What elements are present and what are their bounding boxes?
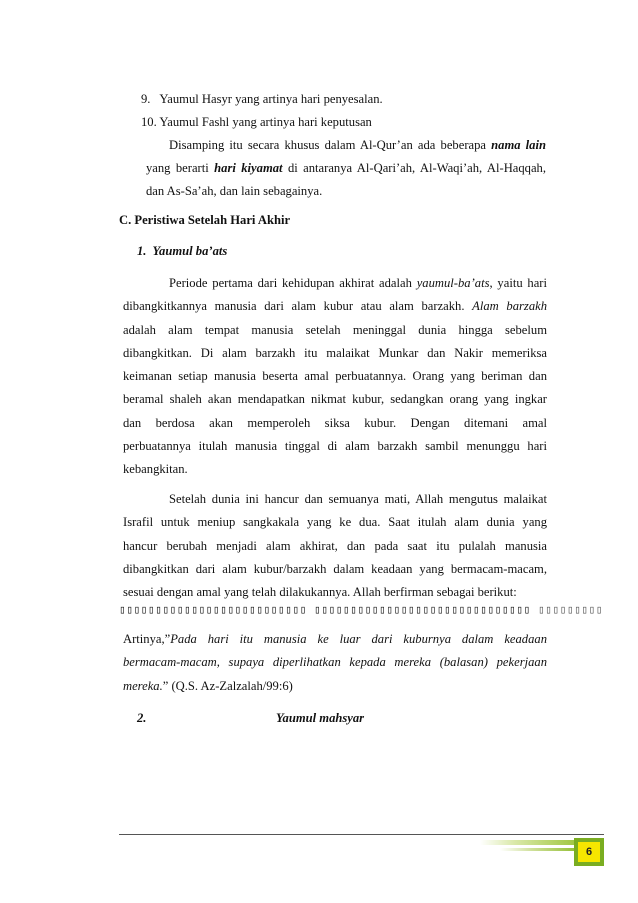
italic-term: mereka. xyxy=(123,678,163,693)
verse-translation xyxy=(123,631,547,701)
italic-term: Alam barzakh xyxy=(472,299,548,314)
subheading-2-number: 2. xyxy=(137,711,147,725)
intro-bold-term: nama lain xyxy=(491,138,546,152)
text-run: , yaitu hari xyxy=(489,276,547,290)
paragraph-line: beramal shaleh akan mendapatkan nikmat kubur, sedangkan orang yang ingkar xyxy=(123,392,547,407)
paragraph-line: dan berdosa akan memperoleh siksa kubur. Dengan ditemani amal xyxy=(123,415,547,430)
paragraph-line: sesuai dengan amal yang telah dilakukannya. Allah berfirman sebagai berikut: xyxy=(123,585,517,600)
section-heading: C. Peristiwa Setelah Hari Akhir xyxy=(119,213,291,227)
paragraph-line: hancur berubah menjadi alam akhirat, dan pada saat itu pulalah manusia xyxy=(123,538,547,553)
intro-text: yang berarti xyxy=(146,161,215,175)
intro-bold-term: hari kiyamat xyxy=(214,161,283,175)
intro-line-1 xyxy=(169,137,546,153)
paragraph-line: perbuatannya itulah manusia tinggal di alam barzakh sambil menunggu hari xyxy=(123,439,547,454)
intro-line-3: dan As-Sa’ah, dan lain sebagainya. xyxy=(146,184,323,198)
paragraph-line: adalah alam tempat manusia setelah meninggal dunia hingga sebelum xyxy=(123,322,547,337)
paragraph-line: dibangkitkan. Di alam barzakh itu malaikat Munkar dan Nakir memeriksa xyxy=(123,345,547,360)
paragraph-line: dibangkitkan dari alam kubur/barzakh dalam keadaan yang bermacam-macam, xyxy=(123,561,547,576)
list-item-9: 9. Yaumul Hasyr yang artinya hari penyesalan. xyxy=(141,92,383,106)
paragraph-line xyxy=(123,678,547,701)
text-run: Periode pertama dari kehidupan akhirat adalah xyxy=(169,276,417,290)
arabic-segment: ▯▯▯▯▯▯▯▯▯ xyxy=(537,603,603,616)
paragraph-line xyxy=(123,631,547,654)
citation: ” (Q.S. Az-Zalzalah/99:6) xyxy=(162,678,293,693)
arabic-verse xyxy=(119,603,603,616)
paragraph-line xyxy=(123,298,547,321)
page-number: 6 xyxy=(578,842,600,862)
text-run: dibangkitkannya manusia dari alam kubur atau alam barzakh. xyxy=(123,299,473,314)
italic-term: bermacam-macam, supaya diperlihatkan kepada mereka (balasan) pekerjaan xyxy=(123,655,547,670)
paragraph-line: kebangkitan. xyxy=(123,462,188,477)
paragraph-line: Israfil untuk meniup sangkakala yang ke dua. Saat itulah alam dunia yang xyxy=(123,515,547,530)
arabic-segment: ▯▯▯▯▯▯▯▯▯▯▯▯▯▯▯▯▯▯▯▯▯▯▯▯▯▯▯▯▯▯ xyxy=(314,603,531,616)
paragraph-line xyxy=(123,275,547,298)
arabic-segment: ▯▯▯▯▯▯▯▯▯▯▯▯▯▯▯▯▯▯▯▯▯▯▯▯▯▯ xyxy=(119,603,307,616)
intro-text: di antaranya Al-Qari’ah, Al-Waqi’ah, Al-Haqqah, xyxy=(282,161,547,175)
footer-accent-bar xyxy=(500,848,580,851)
footer-accent-bar xyxy=(480,840,580,845)
subheading-2-title: Yaumul mahsyar xyxy=(276,711,365,725)
subheading-1: 1. Yaumul ba’ats xyxy=(137,244,228,258)
text-run: Artinya,” xyxy=(123,632,171,646)
italic-term: yaumul-ba’ats xyxy=(416,276,490,290)
paragraph-israfil xyxy=(123,491,547,607)
list-item-10: 10. Yaumul Fashl yang artinya hari keputusan xyxy=(141,115,372,129)
paragraph-line xyxy=(123,654,547,677)
intro-line-2 xyxy=(146,160,546,176)
paragraph-line: Setelah dunia ini hancur dan semuanya mati, Allah mengutus malaikat xyxy=(169,492,547,506)
italic-term: Pada hari itu manusia ke luar dari kuburnya dalam keadaan xyxy=(170,632,547,646)
paragraph-line: keimanan setiap manusia beserta amal perbuatannya. Orang yang beriman dan xyxy=(123,369,547,384)
footer-divider xyxy=(119,834,604,835)
paragraph-yaumul-baats xyxy=(123,275,547,485)
intro-text: Disamping itu secara khusus dalam Al-Qur’an ada beberapa xyxy=(169,138,492,152)
